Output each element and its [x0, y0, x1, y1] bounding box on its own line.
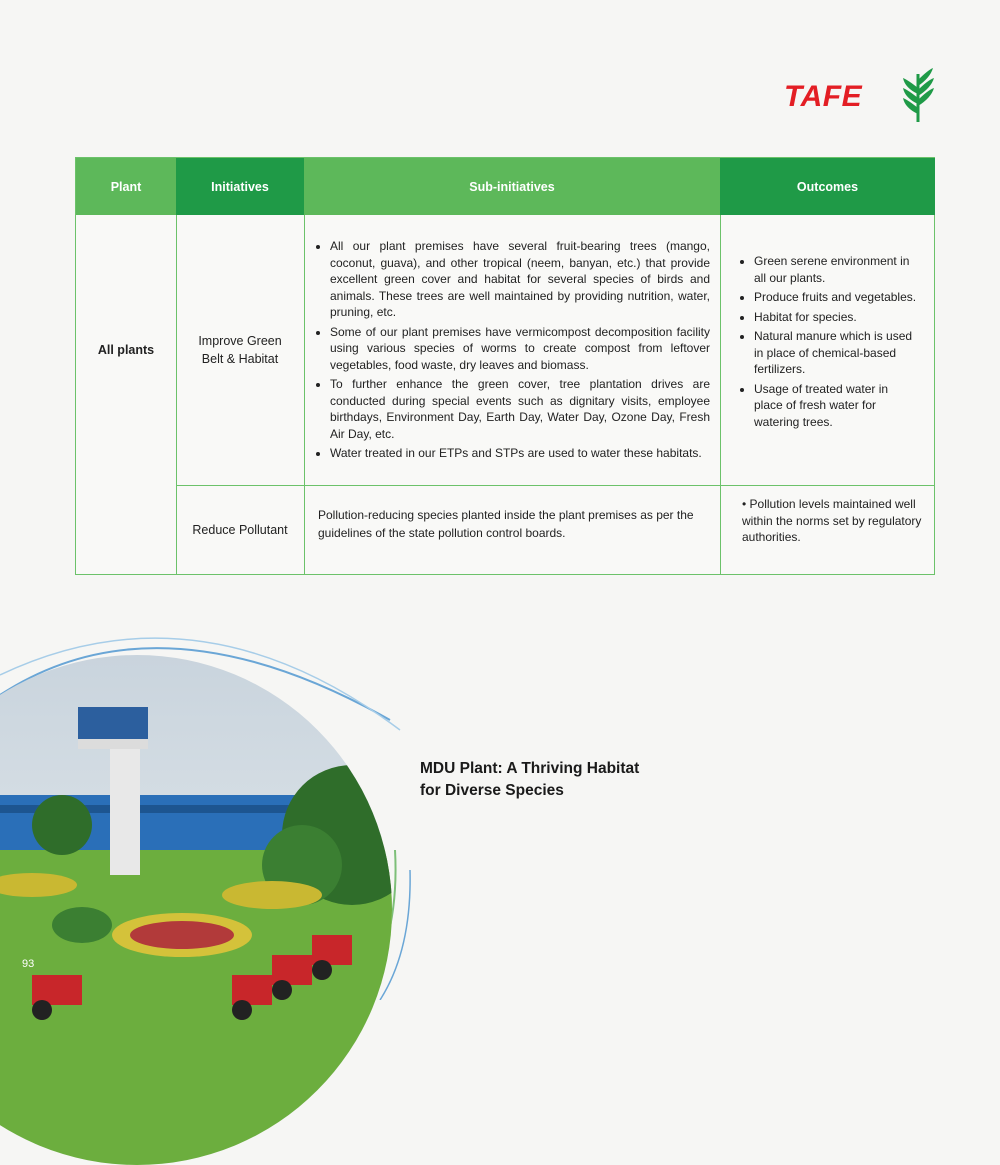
- list-item: • Water treated in our ETPs and STPs are used to water these habitats.: [330, 445, 710, 462]
- header-initiatives: Initiatives: [176, 158, 304, 215]
- header-plant: Plant: [76, 158, 176, 215]
- outcomes-cell: [740, 253, 920, 433]
- sub-initiatives-cell: [316, 238, 710, 465]
- list-item: • All our plant premises have several fruit-bearing trees (mango, coconut, guava), and other tropical (neem, banyan, etc.) that provide excellent green cover and habitat for several species of birds and animals. These trees are well maintained by providing nutrition, water, pruning, etc.: [330, 238, 710, 321]
- initiative-cell: Improve Green Belt & Habitat: [198, 334, 282, 366]
- list-item: • Natural manure which is used in place of chemical-based fertilizers.: [754, 328, 920, 378]
- initiatives-table: [75, 157, 935, 575]
- outcomes-cell: • Pollution levels maintained well within the norms set by regulatory authorities.: [742, 497, 922, 544]
- plant-cell: All plants: [97, 343, 155, 357]
- caption-line: for Diverse Species: [420, 782, 564, 799]
- header-sub-initiatives: Sub-initiatives: [304, 158, 720, 215]
- list-item: • To further enhance the green cover, tree plantation drives are conducted during special events such as dignitary visits, employee birthdays, Environment Day, Earth Day, Water Day, Ozone Day, Fresh Air Day, etc.: [330, 376, 710, 442]
- column-divider: [304, 215, 305, 574]
- tafe-logo: [784, 66, 936, 126]
- logo-wordmark: TAFE: [784, 80, 863, 113]
- list-item: • Some of our plant premises have vermicompost decomposition facility using various species of worms to create compost from leftover vegetables, food waste, dry leaves and biomass.: [330, 324, 710, 374]
- column-divider: [720, 215, 721, 574]
- photo-caption: [420, 758, 639, 802]
- sub-initiatives-cell: Pollution-reducing species planted inside the plant premises as per the guidelines of the state pollution control boards.: [318, 508, 694, 540]
- list-item: • Usage of treated water in place of fresh water for watering trees.: [754, 381, 920, 431]
- list-item: • Habitat for species.: [754, 309, 920, 326]
- header-outcomes: Outcomes: [720, 158, 935, 215]
- list-item: • Green serene environment in all our plants.: [754, 253, 920, 286]
- caption-line: MDU Plant: A Thriving Habitat: [420, 760, 640, 777]
- list-item: • Produce fruits and vegetables.: [754, 289, 920, 306]
- initiative-cell: Reduce Pollutant: [192, 523, 288, 537]
- wheat-leaf-icon: [900, 66, 936, 124]
- page-number: 93: [22, 958, 35, 970]
